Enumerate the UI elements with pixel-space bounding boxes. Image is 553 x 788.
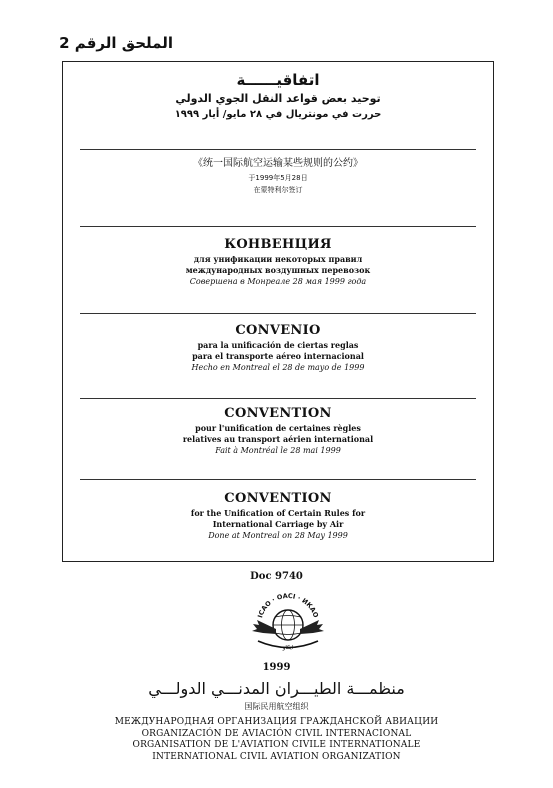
arabic-dated: حررت في مونتريال في ٢٨ مايو/ أيار ١٩٩٩ <box>174 109 382 120</box>
organization-name-arabic: منظمـــة الطيـــران المدنـــي الدولـــي <box>148 679 405 698</box>
conventions-frame <box>62 61 494 562</box>
russian-line-2: международных воздушных перевозок <box>185 265 371 275</box>
spanish-dated: Hecho en Montreal el 28 de mayo de 1999 <box>191 363 365 372</box>
russian-dated: Совершена в Монреале 28 мая 1999 года <box>189 277 367 286</box>
divider <box>80 226 476 227</box>
russian-title: КОНВЕНЦИЯ <box>224 237 332 252</box>
french-dated: Fait à Montréal le 28 mai 1999 <box>215 446 341 455</box>
organization-name-spanish: ORGANIZACIÓN DE AVIACIÓN CIVIL INTERNACIONAL <box>141 728 412 739</box>
spanish-line-1: para la unificación de ciertas reglas <box>197 340 359 350</box>
russian-section <box>63 236 493 287</box>
chinese-title: 《统一国际航空运输某些规则的公约》 <box>193 158 363 169</box>
russian-line-1: для унификации некоторых правил <box>193 254 363 264</box>
english-section <box>63 490 493 541</box>
divider <box>80 398 476 399</box>
organization-names <box>0 717 553 763</box>
organization-name-russian: МЕЖДУНАРОДНАЯ ОРГАНИЗАЦИЯ ГРАЖДАНСКОЙ АВИАЦИИ <box>114 717 439 727</box>
doc-number: Doc 9740 <box>250 571 303 582</box>
divider <box>80 149 476 150</box>
chinese-date: 于1999年5月28日 <box>248 174 308 182</box>
publication-year: 1999 <box>262 662 291 673</box>
chinese-place: 在蒙特利尔签订 <box>253 186 303 194</box>
spanish-section <box>63 322 493 373</box>
divider <box>80 479 476 480</box>
arabic-section <box>63 70 493 123</box>
arabic-subtitle: توحيد بعض قواعد النقل الجوي الدولي <box>175 92 381 105</box>
english-line-2: International Carriage by Air <box>212 519 344 529</box>
arabic-title: اتفاقيــــــة <box>236 71 320 89</box>
emblem-ring-text: ICAO · OACI · ИКАО <box>256 591 320 619</box>
spanish-title: CONVENIO <box>235 323 321 338</box>
organization-name-english: INTERNATIONAL CIVIL AVIATION ORGANIZATION <box>152 751 401 762</box>
chinese-section <box>63 156 493 196</box>
organization-name-chinese: 国际民用航空组织 <box>244 702 309 711</box>
annex-label: الملحق الرقم 2 <box>59 34 173 52</box>
french-line-2: relatives au transport aérien international <box>182 434 374 444</box>
spanish-line-2: para el transporte aéreo internacional <box>192 351 364 361</box>
french-section <box>63 405 493 456</box>
french-title: CONVENTION <box>224 406 332 421</box>
french-line-1: pour l'unification de certaines règles <box>195 423 361 433</box>
icao-emblem-icon <box>249 585 327 657</box>
english-dated: Done at Montreal on 28 May 1999 <box>208 531 348 540</box>
english-line-1: for the Unification of Certain Rules for <box>190 508 366 518</box>
emblem-ribbon-text: ايكاو <box>282 645 294 651</box>
divider <box>80 313 476 314</box>
english-title: CONVENTION <box>224 491 332 506</box>
organization-name-french: ORGANISATION DE L'AVIATION CIVILE INTERNATIONALE <box>132 740 421 750</box>
